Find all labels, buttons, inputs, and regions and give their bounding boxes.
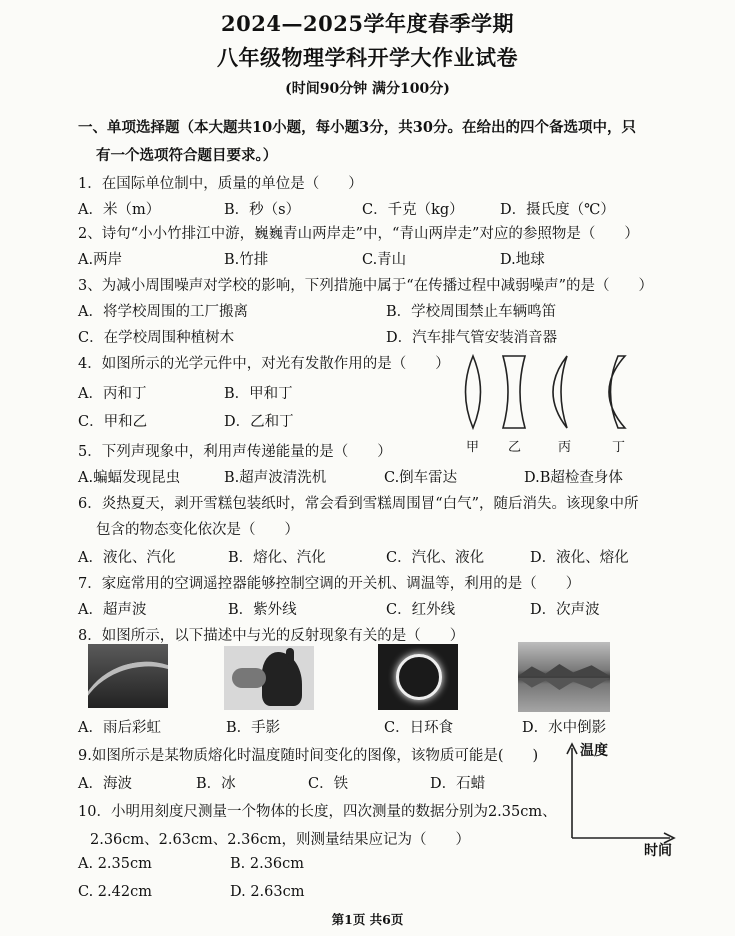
q4-option-d: D．乙和丁 [224, 414, 294, 430]
lens-label-bing: 丙 [558, 440, 572, 455]
q3-option-d: D．汽车排气管安装消音器 [386, 330, 558, 346]
question-9-stem: 9.如图所示是某物质熔化时温度随时间变化的图像，该物质可能是( ) [78, 748, 539, 764]
lens-figure [455, 352, 645, 432]
q1-option-d: D．摄氏度（℃） [500, 202, 615, 218]
water-reflection-photo [518, 642, 610, 712]
q9-option-d: D．石蜡 [430, 776, 486, 792]
q5-option-a: A.蝙蝠发现昆虫 [78, 470, 181, 486]
q3-option-c: C．在学校周围种植树木 [78, 330, 235, 346]
y-axis-label: 温度 [580, 743, 608, 759]
q7-option-a: A．超声波 [78, 602, 147, 618]
q10-option-b: B. 2.36cm [230, 856, 305, 872]
q9-option-a: A．海波 [78, 776, 132, 792]
exam-title-line2: 八年级物理学科开学大作业试卷 [217, 45, 518, 70]
question-4-stem: 4．如图所示的光学元件中，对光有发散作用的是（ ） [78, 356, 450, 372]
lens-bing-icon [553, 356, 567, 428]
q5-option-d: D.B超检查身体 [524, 470, 623, 486]
q8-option-d: D．水中倒影 [522, 720, 607, 736]
q2-option-d: D.地球 [500, 252, 545, 268]
q7-option-c: C．红外线 [386, 602, 456, 618]
q3-option-b: B．学校周围禁止车辆鸣笛 [386, 304, 557, 320]
eclipse-photo [378, 644, 458, 710]
q6-option-d: D．液化、熔化 [530, 550, 629, 566]
question-7-stem: 7．家庭常用的空调遥控器能够控制空调的开关机、调温等，利用的是（ ） [78, 576, 581, 592]
lens-yi-icon [503, 356, 525, 428]
section-heading-cont: 有一个选项符合题目要求。） [96, 147, 278, 164]
exam-title-line1: 2024—2025学年度春季学期 [221, 11, 514, 36]
q8-option-c: C．日环食 [384, 720, 454, 736]
question-3-stem: 3、为减小周围噪声对学校的影响，下列措施中属于“在传播过程中减弱噪声”的是（ ） [78, 278, 654, 294]
q2-option-a: A.两岸 [78, 252, 123, 268]
q6-option-a: A．液化、汽化 [78, 550, 176, 566]
q2-option-c: C.青山 [362, 252, 407, 268]
section-heading: 一、单项选择题（本大题共10小题，每小题3分，共30分。在给出的四个备选项中，只 [78, 119, 636, 136]
q10-option-d: D. 2.63cm [230, 884, 305, 900]
question-6-stem-cont: 包含的物态变化依次是（ ） [96, 522, 299, 538]
q3-option-a: A．将学校周围的工厂搬离 [78, 304, 248, 320]
lens-jia-icon [466, 356, 481, 428]
lens-label-jia: 甲 [466, 440, 480, 455]
question-10-stem-cont: 2.36cm、2.63cm、2.36cm，则测量结果应记为（ ） [90, 832, 470, 848]
q7-option-b: B．紫外线 [228, 602, 297, 618]
rainbow-photo [88, 644, 168, 708]
q7-option-d: D．次声波 [530, 602, 600, 618]
q1-option-c: C．千克（kg） [362, 202, 464, 218]
q6-option-c: C．汽化、液化 [386, 550, 485, 566]
q9-option-c: C．铁 [308, 776, 349, 792]
q10-option-a: A. 2.35cm [78, 856, 152, 872]
q5-option-c: C.倒车雷达 [384, 470, 458, 486]
question-5-stem: 5．下列声现象中，利用声传递能量的是（ ） [78, 444, 392, 460]
question-8-stem: 8．如图所示，以下描述中与光的反射现象有关的是（ ） [78, 628, 465, 644]
hand-shadow-photo [224, 646, 314, 710]
lens-ding-icon [609, 356, 625, 428]
q6-option-b: B．熔化、汽化 [228, 550, 326, 566]
question-10-stem: 10．小明用刻度尺测量一个物体的长度，四次测量的数据分别为2.35cm、 [78, 804, 557, 820]
q8-option-b: B．手影 [226, 720, 281, 736]
q1-option-a: A．米（m） [78, 202, 161, 218]
lens-label-yi: 乙 [508, 440, 522, 455]
question-1-stem: 1．在国际单位制中，质量的单位是（ ） [78, 176, 363, 192]
q9-option-b: B．冰 [196, 776, 236, 792]
exam-subtitle: (时间90分钟 满分100分) [285, 81, 450, 97]
q10-option-c: C. 2.42cm [78, 884, 152, 900]
lens-label-ding: 丁 [612, 440, 626, 455]
q1-option-b: B．秒（s） [224, 202, 301, 218]
question-2-stem: 2、诗句“小小竹排江中游，巍巍青山两岸走”中，“青山两岸走”对应的参照物是（ ） [78, 226, 639, 242]
q2-option-b: B.竹排 [224, 252, 269, 268]
page-footer: 第1页 共6页 [331, 912, 404, 927]
question-6-stem: 6．炎热夏天，剥开雪糕包装纸时，常会看到雪糕周围冒“白气”，随后消失。该现象中所 [78, 496, 639, 512]
q4-option-c: C．甲和乙 [78, 414, 148, 430]
q4-option-b: B．甲和丁 [224, 386, 293, 402]
q5-option-b: B.超声波清洗机 [224, 470, 327, 486]
q8-option-a: A．雨后彩虹 [78, 720, 161, 736]
q4-option-a: A．丙和丁 [78, 386, 147, 402]
x-axis-label: 时间 [644, 843, 672, 859]
